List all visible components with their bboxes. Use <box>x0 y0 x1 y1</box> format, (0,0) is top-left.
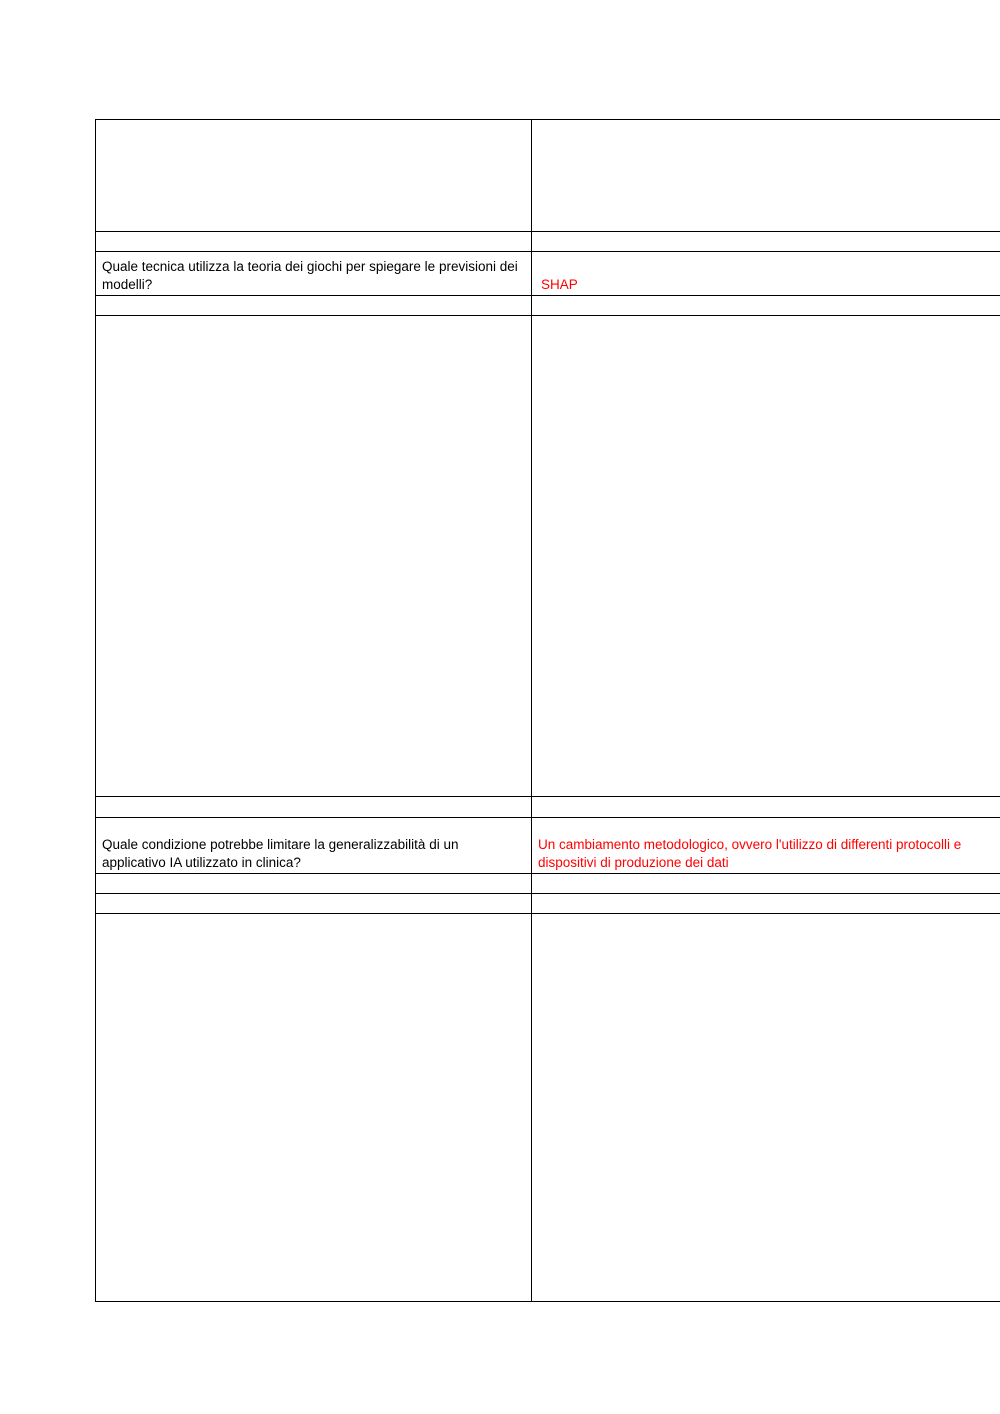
answer-cell <box>532 296 1000 316</box>
answer-text: Un cambiamento metodologico, ovvero l'utilizzo di differenti protocolli e dispositivi di produzione dei dati <box>538 837 962 870</box>
answer-cell <box>532 797 1000 818</box>
table-row <box>96 797 1000 818</box>
table-row <box>96 874 1000 894</box>
question-cell <box>96 232 532 252</box>
answer-cell <box>532 316 1000 797</box>
table-row <box>96 252 1000 296</box>
question-cell <box>96 818 532 874</box>
question-cell <box>96 120 532 232</box>
question-cell <box>96 797 532 818</box>
table-row <box>96 296 1000 316</box>
answer-cell <box>532 232 1000 252</box>
table-row <box>96 818 1000 874</box>
question-cell <box>96 296 532 316</box>
table-row <box>96 120 1000 232</box>
question-cell <box>96 874 532 894</box>
table-row <box>96 894 1000 914</box>
answer-cell <box>532 120 1000 232</box>
question-cell <box>96 316 532 797</box>
question-text: Quale tecnica utilizza la teoria dei giochi per spiegare le previsioni dei modelli? <box>102 259 518 292</box>
answer-text: SHAP <box>541 277 578 292</box>
question-cell <box>96 914 532 1302</box>
table-row <box>96 316 1000 797</box>
question-cell <box>96 894 532 914</box>
table-row <box>96 914 1000 1302</box>
answer-cell <box>532 914 1000 1302</box>
answer-cell <box>532 818 1000 874</box>
quiz-table <box>95 119 1000 1302</box>
table-row <box>96 232 1000 252</box>
answer-cell <box>532 894 1000 914</box>
answer-cell <box>532 874 1000 894</box>
question-cell <box>96 252 532 296</box>
question-text: Quale condizione potrebbe limitare la generalizzabilità di un applicativo IA utilizzato in clinica? <box>102 837 459 870</box>
answer-cell <box>532 252 1000 296</box>
